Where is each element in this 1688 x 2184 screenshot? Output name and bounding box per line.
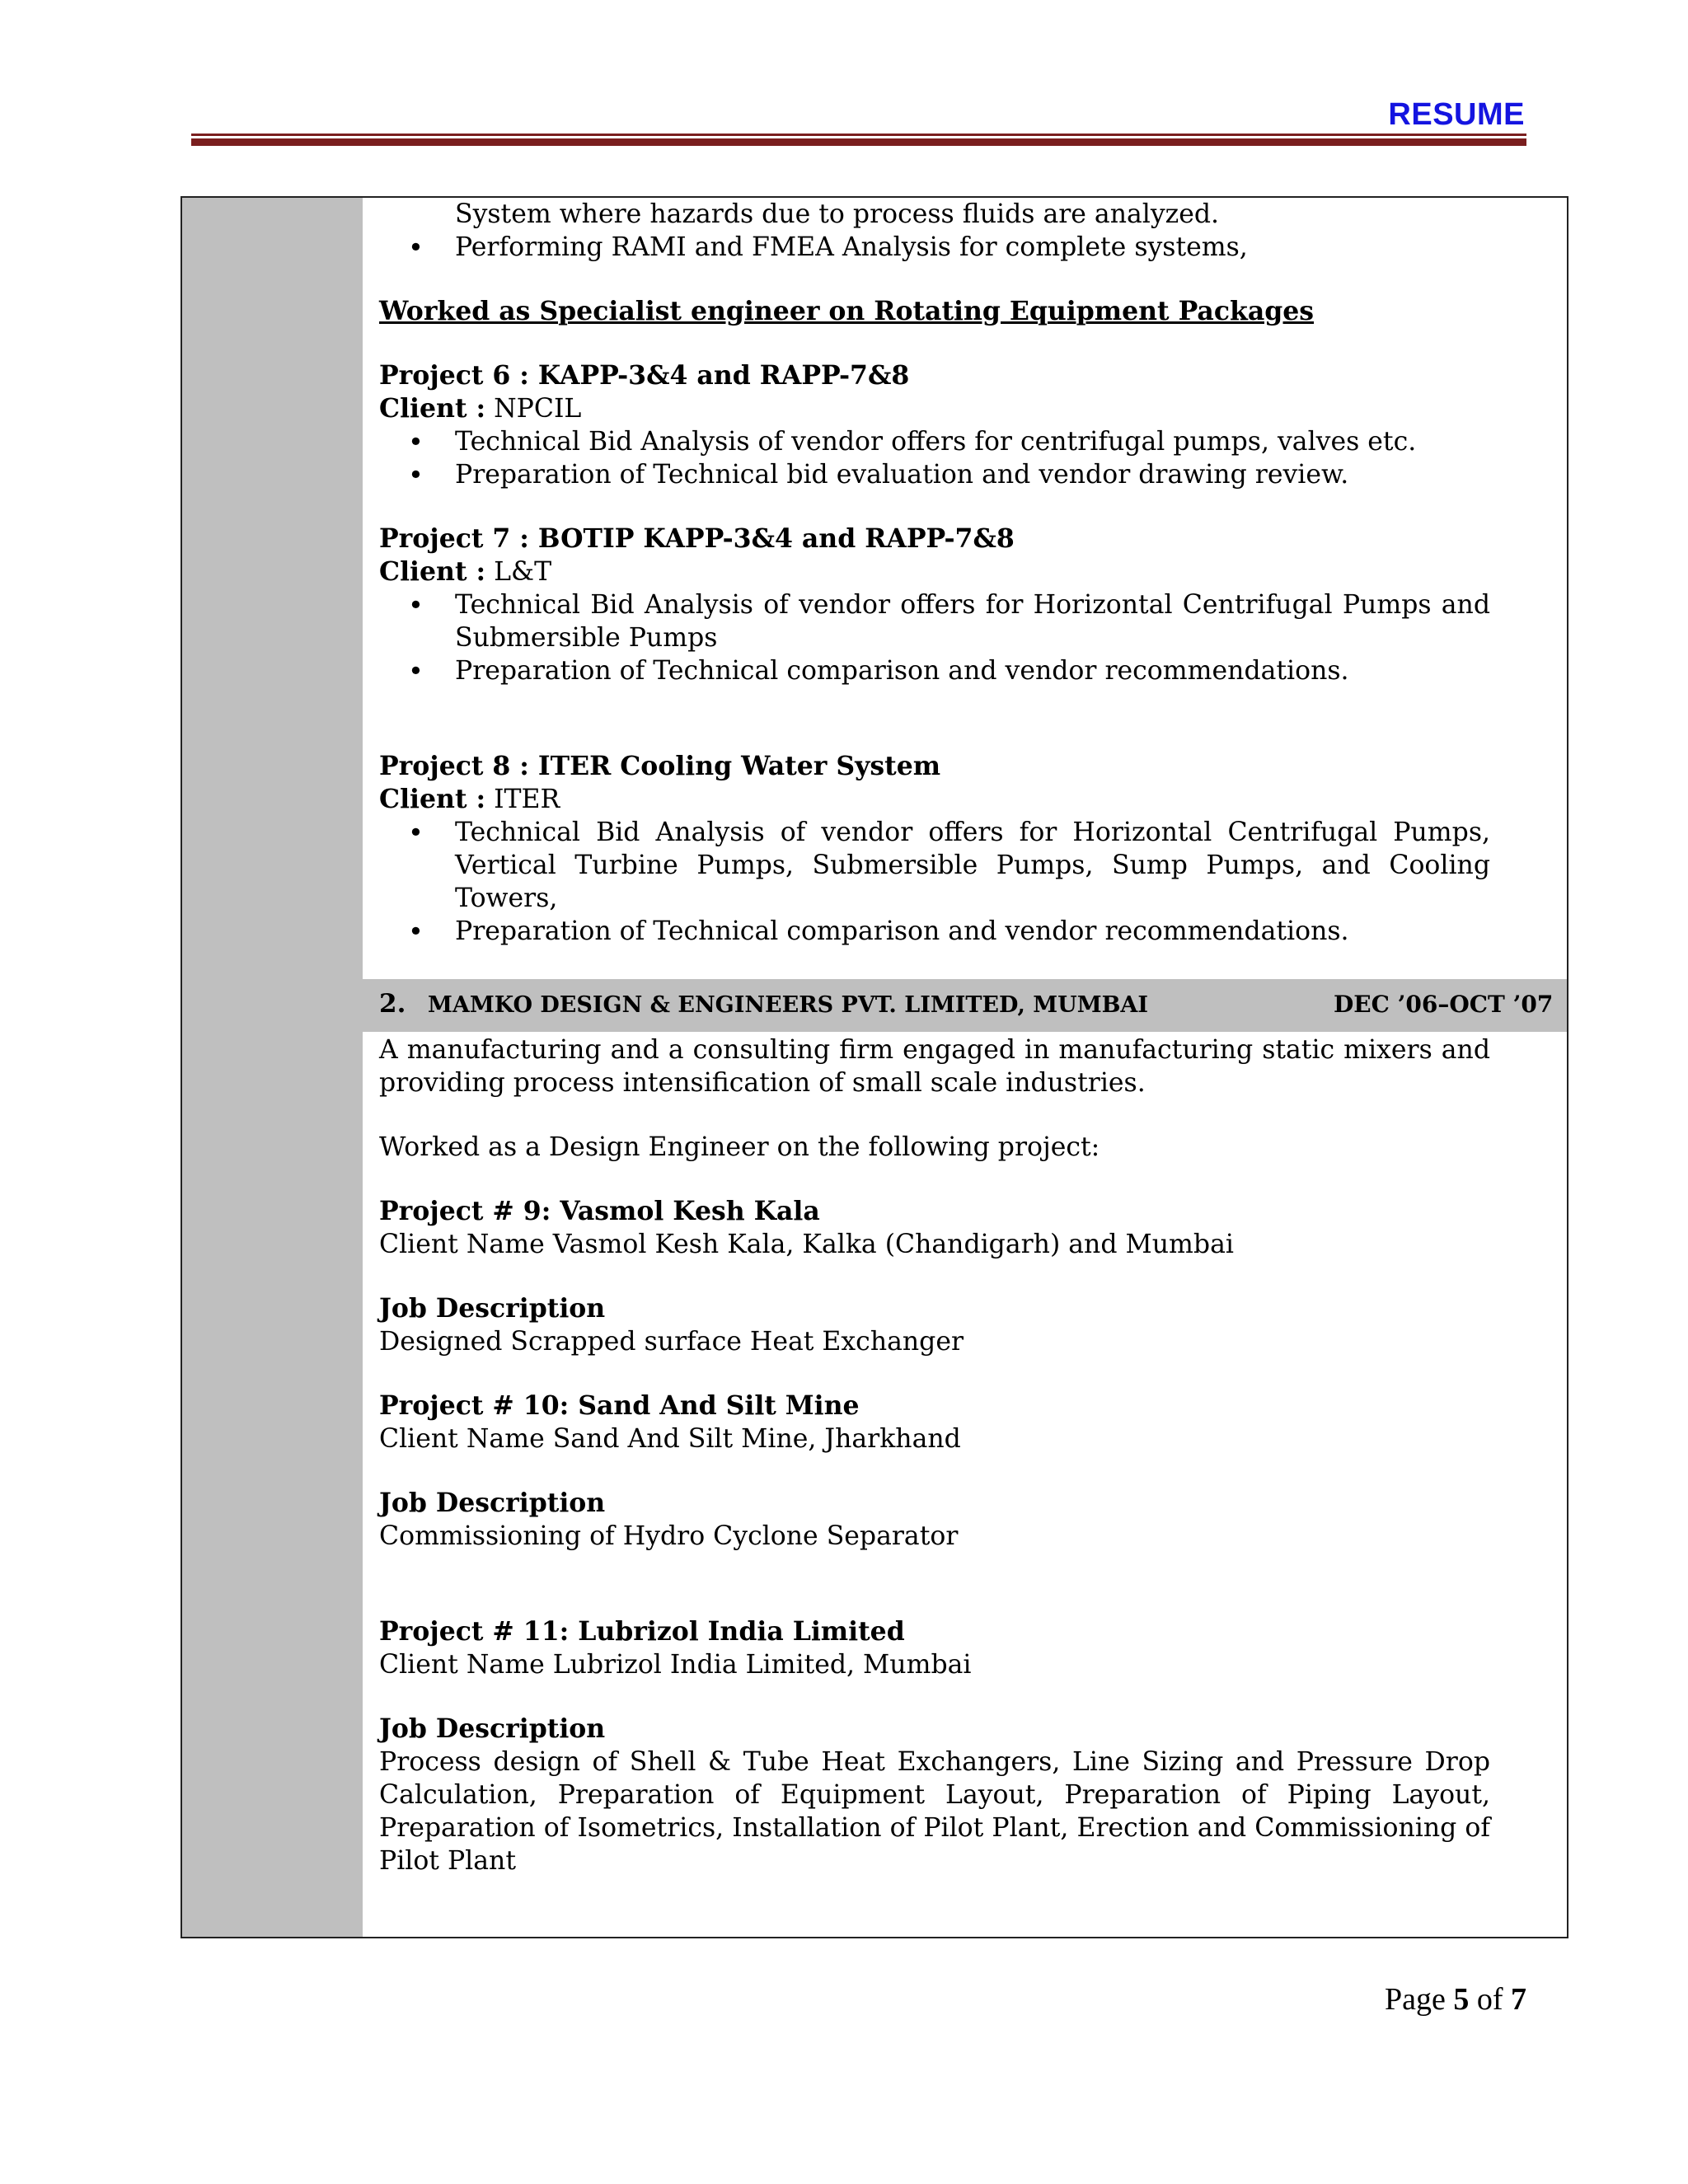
project-title: Project # 11: Lubrizol India Limited bbox=[379, 1616, 905, 1647]
lower-content bbox=[379, 1033, 1490, 1877]
project-title: Project 6 : KAPP-3&4 and RAPP-7&8 bbox=[379, 360, 910, 391]
job-description-label: Job Description bbox=[379, 1488, 606, 1518]
project-title: Project 8 : ITER Cooling Water System bbox=[379, 751, 941, 781]
project-bullets bbox=[379, 425, 1490, 491]
project-title: Project 7 : BOTIP KAPP-3&4 and RAPP-7&8 bbox=[379, 523, 1015, 554]
continued-bullets bbox=[379, 198, 1490, 264]
bullet-item: • Preparation of Technical bid evaluation and vendor drawing review. bbox=[379, 458, 1490, 491]
project-bullets bbox=[379, 588, 1490, 687]
header-rule-thick bbox=[191, 138, 1526, 146]
bullet-item: • Preparation of Technical comparison and vendor recommendations. bbox=[379, 654, 1490, 687]
project-bullets bbox=[379, 816, 1490, 948]
job-description: Process design of Shell & Tube Heat Exchangers, Line Sizing and Pressure Drop Calculation, Preparation of Equipment Layout, Preparation of Piping Layout, Preparation of Isometrics, Installation of Pilot Plant, Erection and Commissioning of Pilot Plant bbox=[379, 1747, 1490, 1876]
bullet-item: • Performing RAMI and FMEA Analysis for complete systems, bbox=[379, 231, 1490, 264]
project-title: Project # 9: Vasmol Kesh Kala bbox=[379, 1196, 820, 1226]
header-rule bbox=[191, 134, 1526, 136]
company-intro: A manufacturing and a consulting firm engaged in manufacturing static mixers and providing process intensification of small scale industries. bbox=[379, 1035, 1490, 1098]
bullet-item: • Technical Bid Analysis of vendor offers for centrifugal pumps, valves etc. bbox=[379, 425, 1490, 458]
client-name-line: Client Name Lubrizol India Limited, Mumbai bbox=[379, 1650, 972, 1680]
job-description-label: Job Description bbox=[379, 1293, 606, 1324]
continued-line: System where hazards due to process fluids are analyzed. bbox=[455, 199, 1220, 229]
job-description: Commissioning of Hydro Cyclone Separator bbox=[379, 1521, 959, 1551]
section-number: 2. bbox=[379, 989, 406, 1019]
role-line: Worked as a Design Engineer on the following project: bbox=[379, 1132, 1100, 1162]
upper-content bbox=[379, 198, 1490, 948]
job-description-label: Job Description bbox=[379, 1713, 606, 1744]
client-line: Client : L&T bbox=[379, 556, 552, 587]
page-number: Page 5 of 7 bbox=[1384, 1982, 1526, 2017]
client-line: Client : ITER bbox=[379, 784, 560, 814]
bullet-item: • Technical Bid Analysis of vendor offers for Horizontal Centrifugal Pumps and Submersible Pumps bbox=[379, 588, 1490, 654]
company-name: MAMKO DESIGN & ENGINEERS PVT. LIMITED, MUMBAI bbox=[428, 992, 1148, 1018]
client-name-line: Client Name Vasmol Kesh Kala, Kalka (Chandigarh) and Mumbai bbox=[379, 1230, 1234, 1259]
client-line: Client : NPCIL bbox=[379, 393, 582, 424]
specialist-subheading: Worked as Specialist engineer on Rotating Equipment Packages bbox=[379, 296, 1315, 326]
client-name-line: Client Name Sand And Silt Mine, Jharkhand bbox=[379, 1424, 961, 1454]
left-gray-column bbox=[182, 198, 363, 1937]
project-title: Project # 10: Sand And Silt Mine bbox=[379, 1390, 860, 1421]
resume-title: RESUME bbox=[1388, 97, 1525, 132]
job-description: Designed Scrapped surface Heat Exchanger bbox=[379, 1327, 964, 1357]
employment-dates: DEC ’06–OCT ’07 bbox=[1334, 991, 1554, 1018]
bullet-item: • Preparation of Technical comparison and vendor recommendations. bbox=[379, 915, 1490, 948]
content-frame bbox=[181, 196, 1568, 1938]
bullet-item: • Technical Bid Analysis of vendor offers for Horizontal Centrifugal Pumps, Vertical Turbine Pumps, Submersible Pumps, Sump Pumps, and Cooling Towers, bbox=[379, 816, 1490, 915]
section-header-bar bbox=[182, 979, 1567, 1032]
